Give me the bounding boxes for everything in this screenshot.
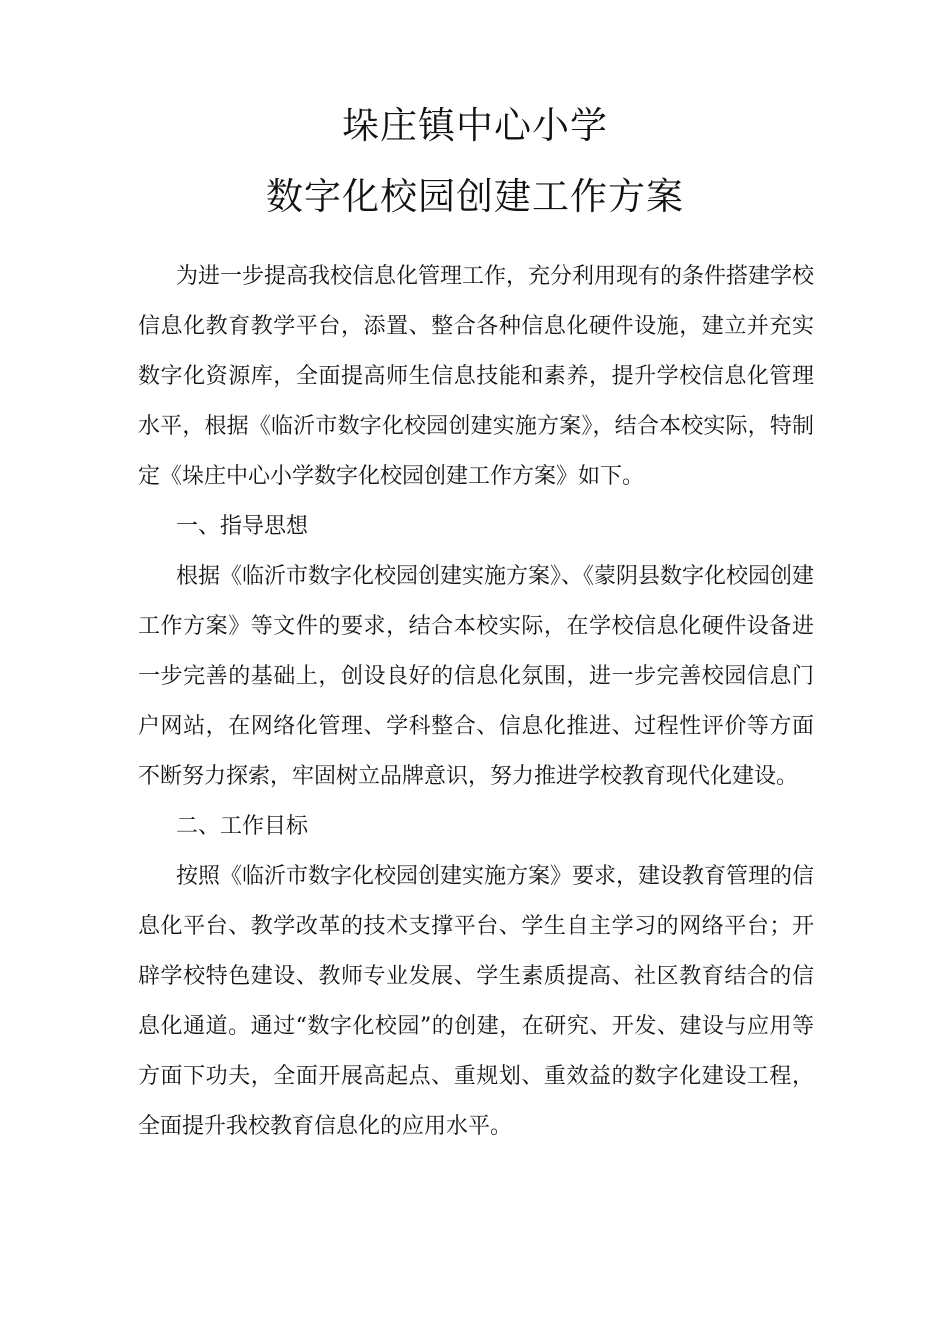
document-title-plan: 数字化校园创建工作方案 bbox=[266, 175, 684, 218]
guiding-thought-paragraph: 根据《临沂市数字化校园创建实施方案》、《蒙阴县数字化校园创建工作方案》等文件的要求，结合本校实际，在学校信息化硬件设备进一步完善的基础上，创设良好的信息化氛围，进一步完善校园信息门户网站，在网络化管理、学科整合、信息化推进、过程性评价等方面不断努力探索，牢固树立品牌意识，努力推进学校教育现代化建设。 bbox=[138, 564, 815, 789]
intro-paragraph: 为进一步提高我校信息化管理工作，充分利用现有的条件搭建学校信息化教育教学平台，添置、整合各种信息化硬件设施，建立并充实数字化资源库，全面提高师生信息技能和素养，提升学校信息化管理水平，根据《临沂市数字化校园创建实施方案》，结合本校实际，特制定《垛庄中心小学数字化校园创建工作方案》如下。 bbox=[138, 264, 815, 489]
document-body bbox=[138, 252, 814, 1152]
work-goals-paragraph: 按照《临沂市数字化校园创建实施方案》要求，建设教育管理的信息化平台、教学改革的技术支撑平台、学生自主学习的网络平台；开辟学校特色建设、教师专业发展、学生素质提高、社区教育结合的信息化通道。通过“数字化校园”的创建，在研究、开发、建设与应用等方面下功夫，全面开展高起点、重规划、重效益的数字化建设工程，全面提升我校教育信息化的应用水平。 bbox=[138, 864, 815, 1139]
section-heading-guiding-thought: 一、指导思想 bbox=[176, 514, 309, 539]
document-title-school: 垛庄镇中心小学 bbox=[342, 104, 608, 147]
section-heading-work-goals: 二、工作目标 bbox=[176, 814, 309, 839]
